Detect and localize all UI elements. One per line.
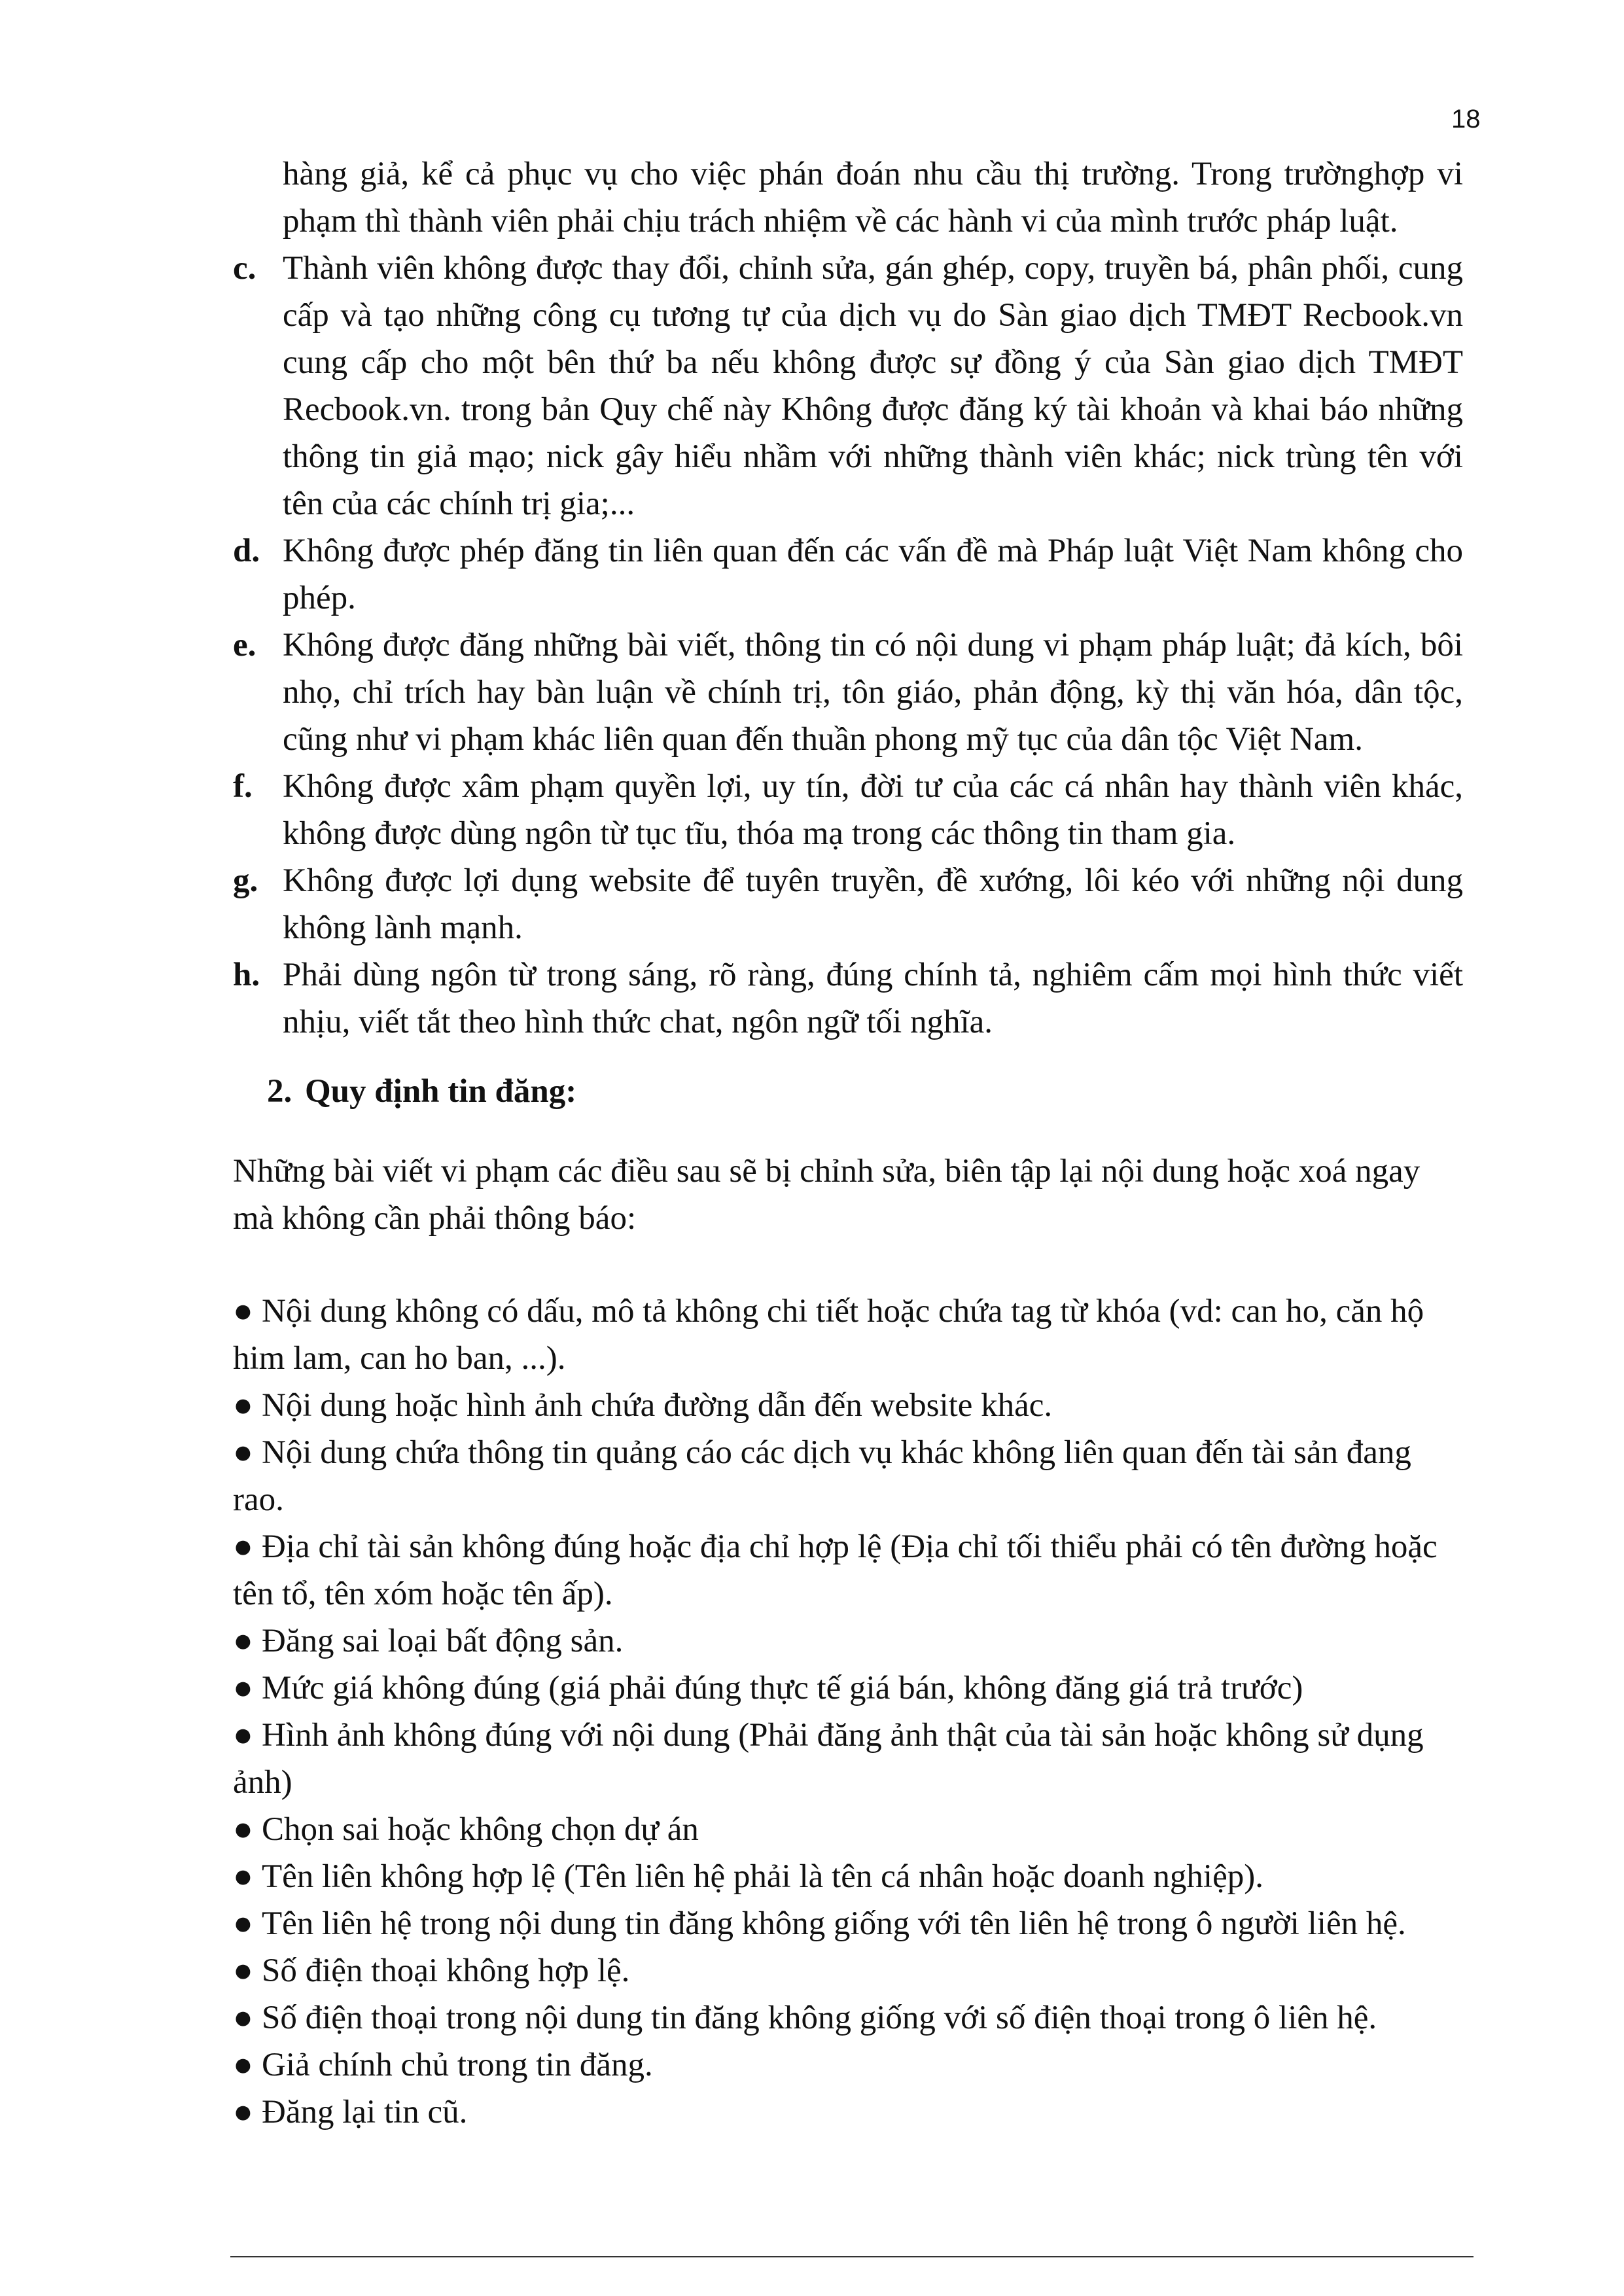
continuation-paragraph: hàng giả, kể cả phục vụ cho việc phán đoán nhu cầu thị trường. Trong trườnghợp vi phạm thì thành viên phải chịu trách nhiệm về các hành vi của mình trước pháp luật. (283, 156, 1463, 239)
bullet-icon: ● (233, 1387, 253, 1424)
bullet-icon: ● (233, 1623, 253, 1659)
bullet-text: Hình ảnh không đúng với nội dung (Phải đăng ảnh thật của tài sản hoặc không sử dụng ảnh) (233, 1717, 1424, 1801)
bullet-item (233, 1429, 1463, 1523)
bullet-icon: ● (233, 1528, 253, 1565)
bullet-icon: ● (233, 1670, 253, 1706)
bullet-text: Mức giá không đúng (giá phải đúng thực tế giá bán, không đăng giá trả trước) (262, 1670, 1303, 1706)
bullet-item (233, 1523, 1463, 1617)
list-item-d (233, 527, 1463, 622)
list-item-e (233, 622, 1463, 763)
bullet-icon: ● (233, 2000, 253, 2036)
list-marker: f. (233, 768, 253, 805)
bullet-item (233, 1994, 1463, 2041)
list-item-h (233, 951, 1463, 1046)
bullet-text: Nội dung chứa thông tin quảng cáo các dịch vụ khác không liên quan đến tài sản đang rao. (233, 1434, 1411, 1518)
document-body (233, 150, 1463, 2136)
bullet-icon: ● (233, 1293, 253, 1330)
bullet-icon: ● (233, 1811, 253, 1848)
list-item-text: Không được đăng những bài viết, thông tin có nội dung vi phạm pháp luật; đả kích, bôi nhọ, chỉ trích hay bàn luận về chính trị, tôn giáo, phản động, kỳ thị văn hóa, dân tộc, cũng như vi phạm khác liên quan đến thuần phong mỹ tục của dân tộc Việt Nam. (283, 627, 1463, 758)
bullet-text: Số điện thoại trong nội dung tin đăng không giống với số điện thoại trong ô liên hệ. (262, 2000, 1377, 2036)
bullet-icon: ● (233, 1434, 253, 1471)
bullet-text: Nội dung hoặc hình ảnh chứa đường dẫn đến website khác. (262, 1387, 1053, 1424)
footer-divider (230, 2256, 1474, 2257)
bullet-text: Đăng lại tin cũ. (262, 2094, 468, 2130)
bullet-icon: ● (233, 2047, 253, 2083)
section-number: 2. (267, 1073, 292, 1110)
list-marker: d. (233, 533, 260, 569)
bullet-item (233, 1288, 1463, 1382)
bullet-icon: ● (233, 1858, 253, 1895)
list-item-f (233, 763, 1463, 857)
intro-paragraph: Những bài viết vi phạm các điều sau sẽ bị chỉnh sửa, biên tập lại nội dung hoặc xoá ngay mà không cần phải thông báo: (233, 1153, 1421, 1237)
list-item-text: Không được lợi dụng website để tuyên truyền, đề xướng, lôi kéo với những nội dung không lành mạnh. (283, 862, 1463, 946)
bullet-icon: ● (233, 1905, 253, 1942)
bullet-text: Đăng sai loại bất động sản. (262, 1623, 624, 1659)
bullet-text: Nội dung không có dấu, mô tả không chi tiết hoặc chứa tag từ khóa (vd: can ho, căn hộ him lam, can ho ban, ...). (233, 1293, 1424, 1377)
bullet-icon: ● (233, 2094, 253, 2130)
bullet-item (233, 1712, 1463, 1806)
list-marker: g. (233, 862, 258, 899)
list-marker: c. (233, 250, 256, 287)
bullet-text: Địa chỉ tài sản không đúng hoặc địa chỉ hợp lệ (Địa chỉ tối thiểu phải có tên đường hoặc tên tổ, tên xóm hoặc tên ấp). (233, 1528, 1438, 1612)
bullet-item (233, 1665, 1463, 1712)
list-item-c (233, 245, 1463, 527)
bullet-item (233, 1947, 1463, 1994)
list-item-g (233, 857, 1463, 951)
bullet-item (233, 1853, 1463, 1900)
bullet-item (233, 1806, 1463, 1853)
bullet-item (233, 1382, 1463, 1429)
bullet-text: Chọn sai hoặc không chọn dự án (262, 1811, 699, 1848)
bullet-item (233, 2041, 1463, 2089)
list-marker: e. (233, 627, 256, 663)
list-marker: h. (233, 957, 260, 993)
bullet-icon: ● (233, 1717, 253, 1754)
list-item-text: Phải dùng ngôn từ trong sáng, rõ ràng, đúng chính tả, nghiêm cấm mọi hình thức viết nhịu, viết tắt theo hình thức chat, ngôn ngữ tối nghĩa. (283, 957, 1463, 1040)
bullet-text: Số điện thoại không hợp lệ. (262, 1952, 630, 1989)
section-title: Quy định tin đăng: (305, 1073, 577, 1110)
list-item-text: Không được phép đăng tin liên quan đến các vấn đề mà Pháp luật Việt Nam không cho phép. (283, 533, 1463, 616)
section-heading (233, 1068, 1463, 1115)
bullet-text: Tên liên không hợp lệ (Tên liên hệ phải là tên cá nhân hoặc doanh nghiệp). (262, 1858, 1263, 1895)
bullet-item (233, 1617, 1463, 1665)
bullet-text: Tên liên hệ trong nội dung tin đăng không giống với tên liên hệ trong ô người liên hệ. (262, 1905, 1406, 1942)
bullet-icon: ● (233, 1952, 253, 1989)
page-number: 18 (1451, 105, 1481, 133)
bullet-text: Giả chính chủ trong tin đăng. (262, 2047, 653, 2083)
bullet-item (233, 2089, 1463, 2136)
violation-list (233, 1288, 1463, 2136)
list-item-text: Thành viên không được thay đổi, chỉnh sửa, gán ghép, copy, truyền bá, phân phối, cung cấp và tạo những công cụ tương tự của dịch vụ do Sàn giao dịch TMĐT Recbook.vn cung cấp cho một bên thứ ba nếu không được sự đồng ý của Sàn giao dịch TMĐT Recbook.vn. trong bản Quy chế này Không được đăng ký tài khoản và khai báo những thông tin giả mạo; nick gây hiểu nhầm với những thành viên khác; nick trùng tên với tên của các chính trị gia;... (283, 250, 1463, 522)
bullet-item (233, 1900, 1463, 1947)
list-item-text: Không được xâm phạm quyền lợi, uy tín, đời tư của các cá nhân hay thành viên khác, không được dùng ngôn từ tục tĩu, thóa mạ trong các thông tin tham gia. (283, 768, 1463, 852)
